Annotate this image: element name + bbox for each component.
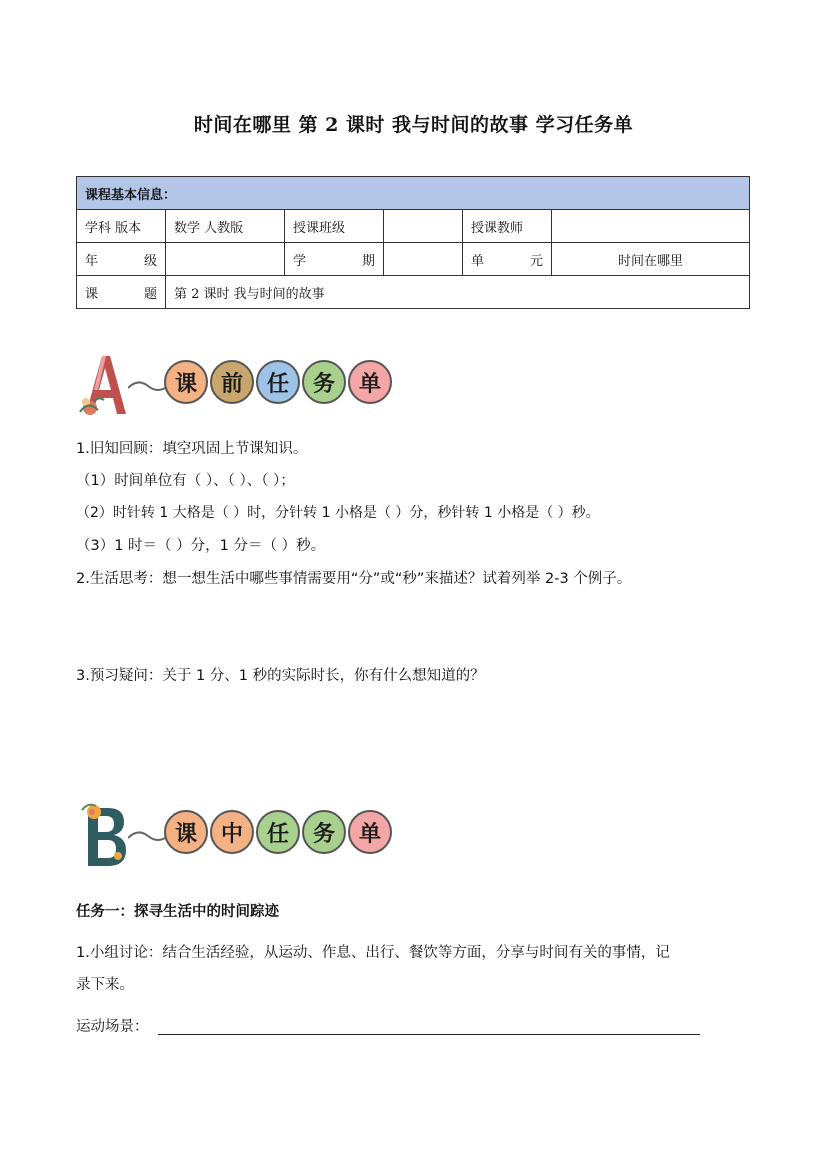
title-b-char-1: 课: [164, 810, 208, 854]
pre-class-banner: [78, 350, 418, 420]
term-label: [285, 243, 384, 276]
title-b-char-4: 务: [302, 810, 346, 854]
term-label-1: 学: [293, 253, 307, 269]
grade-label: [77, 243, 166, 276]
page-title: 时间在哪里 第 2 课时 我与时间的故事 学习任务单: [193, 114, 634, 136]
vine-connector-icon: [128, 378, 168, 394]
letter-b-icon: [78, 800, 132, 870]
topic-value: 第 2 课时 我与时间的故事: [166, 276, 750, 309]
subject-value: 数学 人教版: [166, 210, 285, 243]
grade-label-1: 年: [85, 253, 99, 269]
pre-task-q1-1: （1）时间单位有（ ）、（ ）、（ ）；: [76, 473, 295, 489]
subject-label: 学科 版本: [77, 210, 166, 243]
letter-a-badge: [78, 350, 132, 418]
class-value[interactable]: [384, 210, 463, 243]
title-b-char-3: 任: [256, 810, 300, 854]
title-b-char-2: 中: [210, 810, 254, 854]
sports-field-input[interactable]: [158, 1034, 700, 1035]
pre-task-q2: 2.生活思考：想一想生活中哪些事情需要用“分”或“秒”来描述？试着列举 2-3 个例子。: [76, 571, 632, 587]
vine-connector-icon-b: [128, 828, 168, 844]
title-b-char-5: 单: [348, 810, 392, 854]
topic-label-1: 课: [85, 286, 99, 302]
title-char-3: 任: [256, 360, 300, 404]
topic-label: [77, 276, 166, 309]
letter-b-badge: [78, 800, 132, 868]
title-char-4: 务: [302, 360, 346, 404]
in-class-banner: [78, 800, 418, 870]
teacher-value[interactable]: [552, 210, 750, 243]
course-info-table: [76, 176, 750, 309]
term-value[interactable]: [384, 243, 463, 276]
pre-task-q1-2: （2）时针转 1 大格是（ ）时，分针转 1 小格是（ ）分，秒针转 1 小格是（ ）秒。: [76, 505, 600, 521]
sports-field-label: 运动场景：: [76, 1019, 149, 1035]
class-label: 授课班级: [285, 210, 384, 243]
task1-q1-line1: 1.小组讨论：结合生活经验，从运动、作息、出行、餐饮等方面，分享与时间有关的事情，记: [76, 945, 670, 961]
teacher-label: 授课教师: [463, 210, 552, 243]
task1-q1-line2: 录下来。: [76, 977, 134, 993]
grade-label-2: 级: [143, 253, 157, 269]
unit-label-2: 元: [529, 253, 543, 269]
title-char-1: 课: [164, 360, 208, 404]
in-class-title: [164, 810, 394, 854]
pre-task-q1: 1.旧知回顾：填空巩固上节课知识。: [76, 441, 308, 457]
title-char-2: 前: [210, 360, 254, 404]
unit-label: [463, 243, 552, 276]
unit-label-1: 单: [471, 253, 485, 269]
pre-task-q1-3: （3）1 时＝（ ）分，1 分＝（ ）秒。: [76, 538, 326, 554]
grade-value[interactable]: [166, 243, 285, 276]
info-header: 课程基本信息：: [77, 177, 750, 210]
pre-class-title: [164, 360, 394, 404]
unit-value: 时间在哪里: [552, 243, 750, 276]
topic-label-2: 题: [143, 286, 157, 302]
pre-task-q3: 3.预习疑问：关于 1 分、1 秒的实际时长，你有什么想知道的？: [76, 668, 485, 684]
term-label-2: 期: [361, 253, 375, 269]
task1-title: 任务一：探寻生活中的时间踪迹: [76, 904, 279, 920]
title-char-5: 单: [348, 360, 392, 404]
letter-a-icon: [78, 350, 132, 418]
